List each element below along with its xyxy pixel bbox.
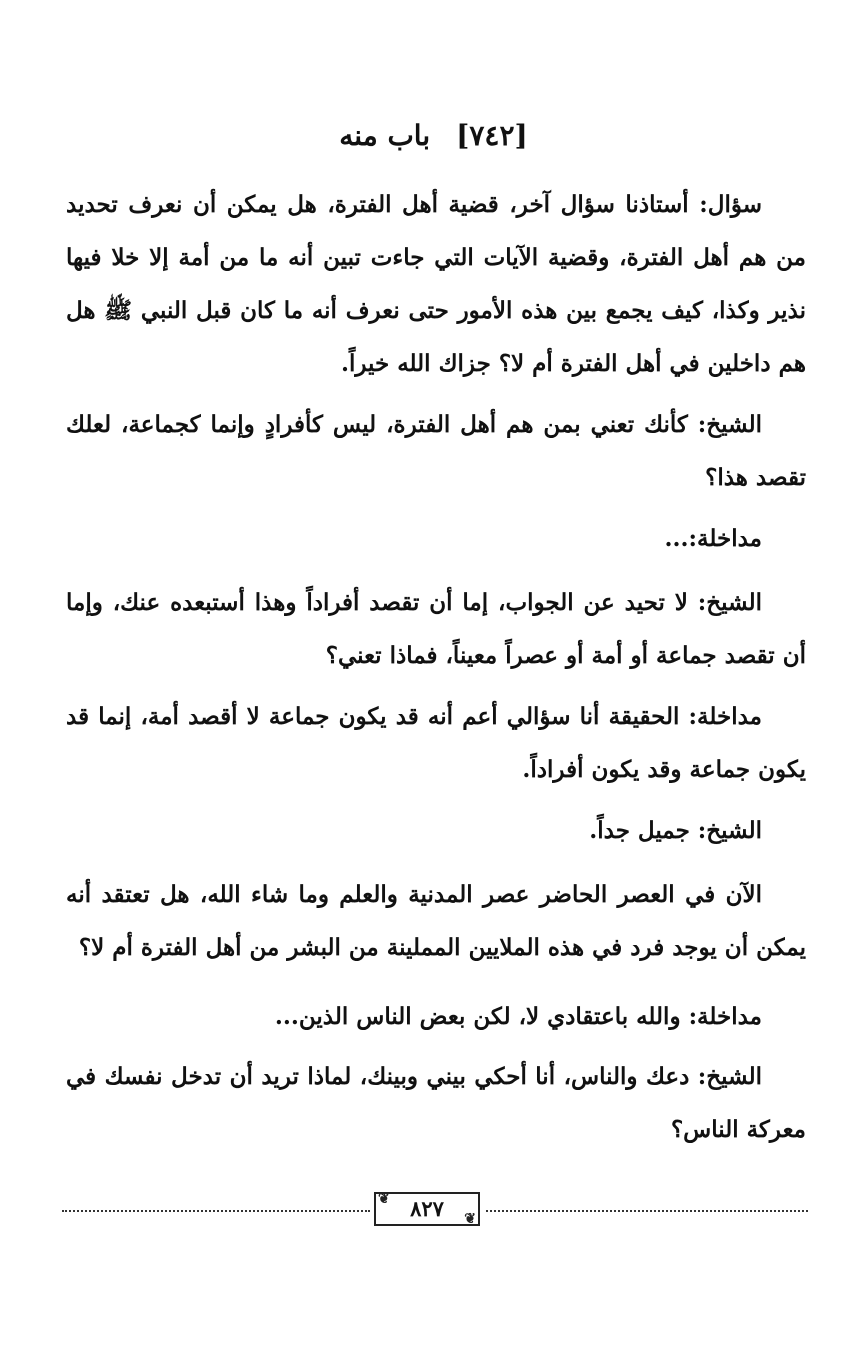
page-number-frame (374, 1192, 480, 1226)
paragraph-sheikh-4: الآن في العصر الحاضر عصر المدنية والعلم وما شاء الله، هل تعتقد أنه يمكن أن يوجد فرد في هذه الملايين المملينة من البشر من أهل الفترة أم لا؟ (66, 881, 806, 961)
footer-dotted-rule (62, 1210, 370, 1212)
paragraph-interjection-1: مداخلة:... (664, 525, 762, 552)
chapter-title: باب منه (339, 119, 431, 152)
paragraph-sheikh-5: الشيخ: دعك والناس، أنا أحكي بيني وبينك، لماذا تريد أن تدخل نفسك في معركة الناس؟ (66, 1063, 806, 1143)
corner-ornament-icon: ❦ (378, 1191, 390, 1207)
page-number: ٨٢٧ (410, 1196, 444, 1221)
chapter-heading (0, 118, 867, 154)
paragraph-question: سؤال: أستاذنا سؤال آخر، قضية أهل الفترة، هل يمكن أن نعرف تحديد من هم أهل الفترة، وقضية الآيات التي جاءت تبين أنه ما من أمة إلا خلا فيها نذير وكذا، كيف يجمع بين هذه الأمور حتى نعرف أنه ما كان قبل النبي ﷺ هل هم داخلين في أهل الفترة أم لا؟ جزاك الله خيراً. (66, 191, 807, 377)
paragraph-interjection-2: مداخلة: الحقيقة أنا سؤالي أعم أنه قد يكون جماعة لا أقصد أمة، إنما قد يكون جماعة وقد يكون أفراداً. (66, 703, 806, 783)
corner-ornament-icon: ❦ (464, 1211, 476, 1227)
paragraph-sheikh-3: الشيخ: جميل جداً. (589, 817, 762, 844)
chapter-number: [٧٤٢] (456, 119, 528, 152)
footer-dotted-rule (486, 1210, 808, 1212)
paragraph-sheikh-1: الشيخ: كأنك تعني بمن هم أهل الفترة، ليس كأفرادٍ وإنما كجماعة، لعلك تقصد هذا؟ (66, 411, 806, 491)
paragraph-interjection-3: مداخلة: والله باعتقادي لا، لكن بعض الناس الذين... (274, 1003, 762, 1030)
paragraph-sheikh-2: الشيخ: لا تحيد عن الجواب، إما أن تقصد أفراداً وهذا أستبعده عنك، وإما أن تقصد جماعة أو أمة أو عصراً معيناً، فماذا تعني؟ (66, 589, 806, 669)
page-footer (62, 1190, 808, 1234)
